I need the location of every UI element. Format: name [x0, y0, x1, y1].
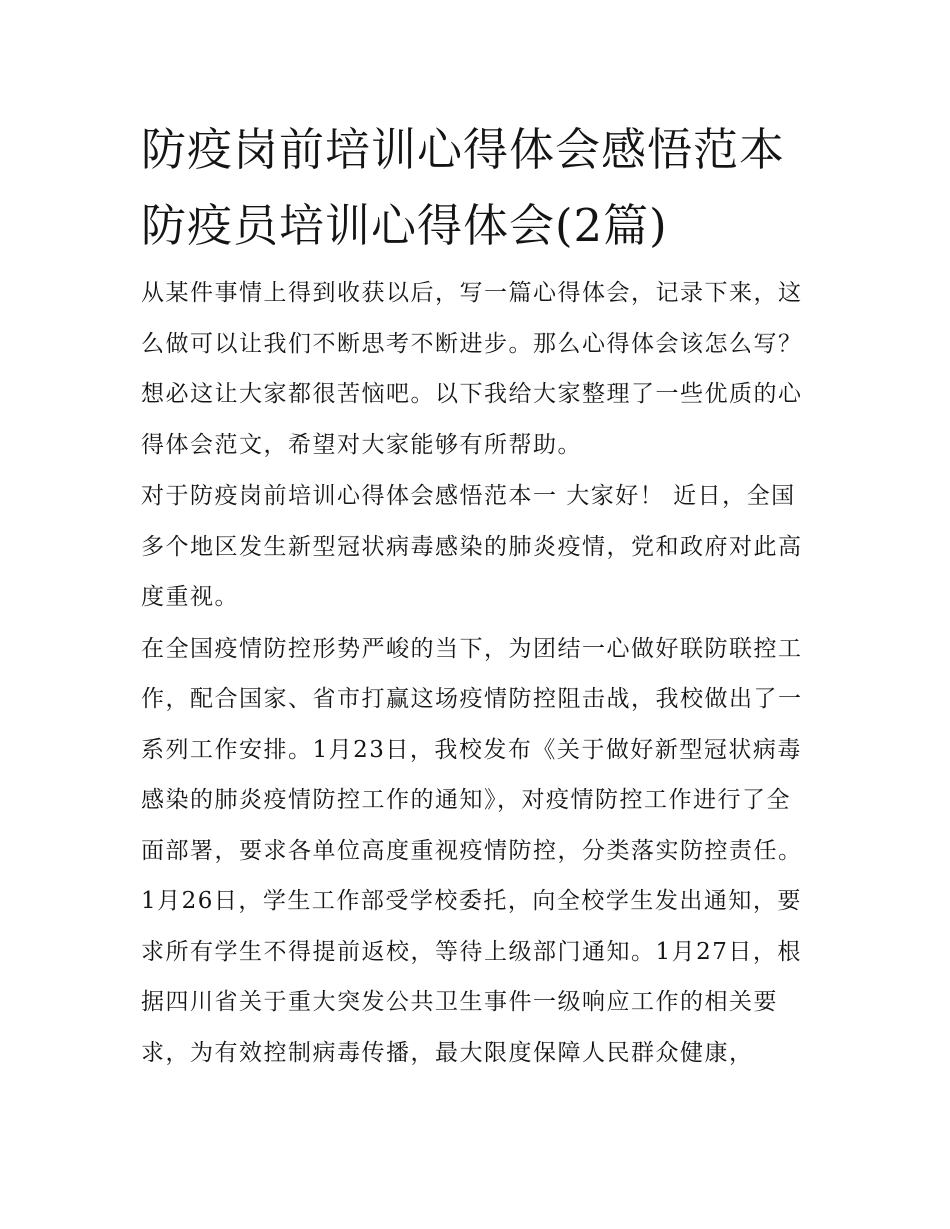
- document-body: [141, 112, 813, 1078]
- body-paragraph-1: 对于防疫岗前培训心得体会感悟范本一 大家好！ 近日，全国多个地区发生新型冠状病毒感染的肺炎疫情，党和政府对此高度重视。: [141, 483, 803, 610]
- intro-paragraph: 从某件事情上得到收获以后，写一篇心得体会，记录下来，这么做可以让我们不断思考不断进步。那么心得体会该怎么写？想必这让大家都很苦恼吧。以下我给大家整理了一些优质的心得体会范文，希望对大家能够有所帮助。: [141, 280, 803, 458]
- document-title: 防疫岗前培训心得体会感悟范本 防疫员培训心得体会(2篇): [141, 123, 786, 252]
- body-paragraph-2: 在全国疫情防控形势严峻的当下，为团结一心做好联防联控工作，配合国家、省市打赢这场疫情防控阻击战，我校做出了一系列工作安排。1月23日，我校发布《关于做好新型冠状病毒感染的肺炎疫情防控工作的通知》，对疫情防控工作进行了全面部署，要求各单位高度重视疫情防控，分类落实防控责任。1月26日，学生工作部受学校委托，向全校学生发出通知，要求所有学生不得提前返校，等待上级部门通知。1月27日，根据四川省关于重大突发公共卫生事件一级响应工作的相关要求，为有效控制病毒传播，最大限度保障人民群众健康，: [141, 635, 803, 1066]
